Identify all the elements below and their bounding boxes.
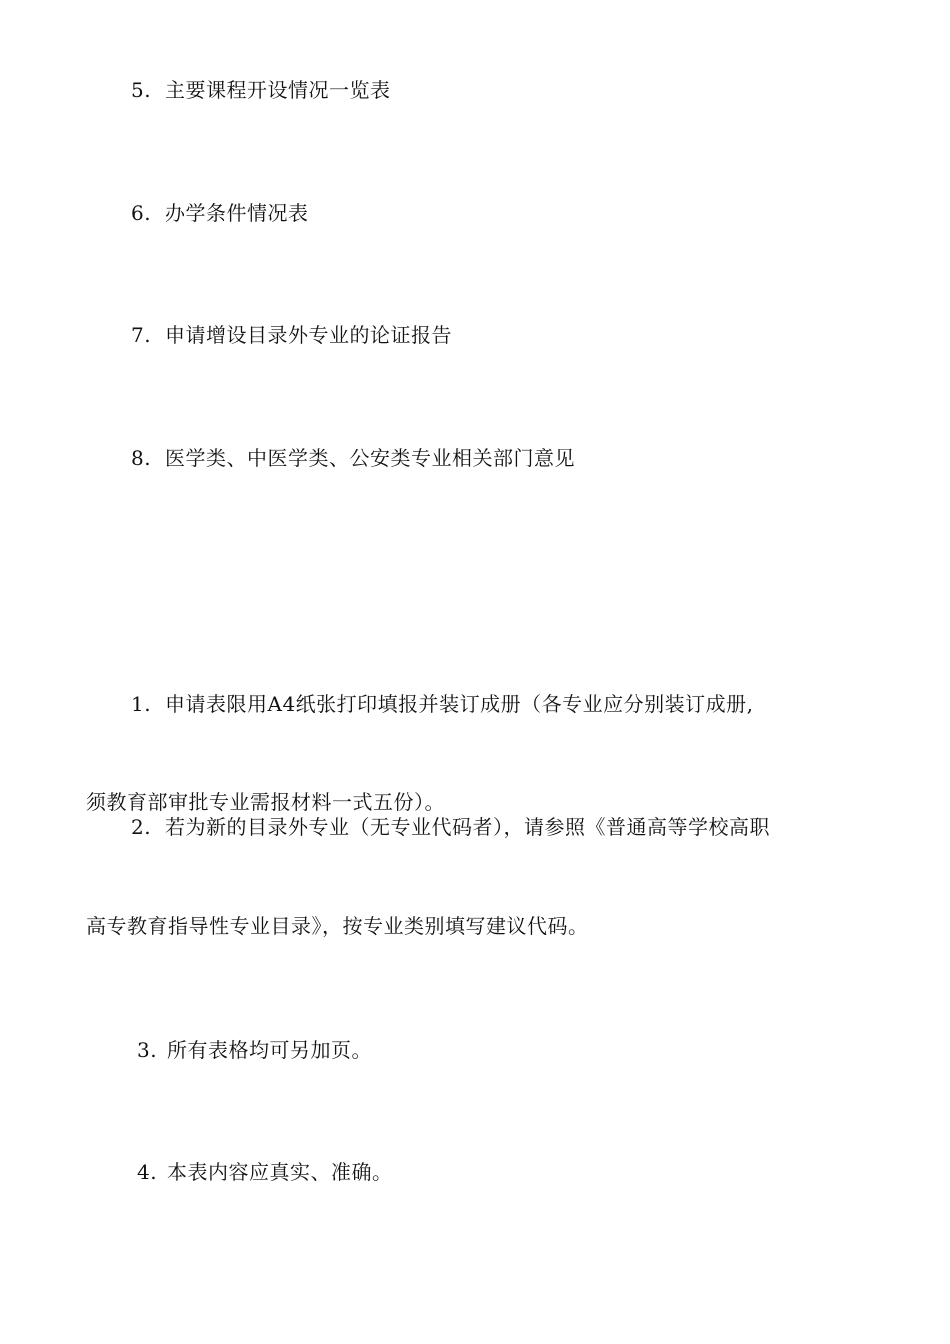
note-item-1-continuation: 须教育部审批专业需报材料一式五份）。: [86, 790, 445, 814]
item-text: 办学条件情况表: [165, 201, 309, 225]
item-text: 若为新的目录外专业（无专业代码者），请参照《普通高等学校高职: [165, 815, 770, 839]
attachment-item-7: [131, 323, 452, 347]
item-number: 3.: [137, 1038, 158, 1062]
item-text: 申请增设目录外专业的论证报告: [165, 323, 452, 347]
attachment-item-6: [131, 201, 309, 225]
note-item-3: [137, 1038, 372, 1062]
item-number: 8.: [131, 446, 152, 470]
item-number: 4.: [137, 1160, 158, 1184]
item-number: 1.: [131, 692, 152, 716]
item-text: 医学类、中医学类、公安类专业相关部门意见: [165, 446, 575, 470]
item-number: 7.: [131, 323, 152, 347]
item-text: 所有表格均可另加页。: [167, 1038, 372, 1062]
item-text: 本表内容应真实、准确。: [167, 1160, 393, 1184]
note-item-2-continuation: 高专教育指导性专业目录》，按专业类别填写建议代码。: [86, 914, 589, 938]
note-item-4: [137, 1160, 393, 1184]
attachment-item-8: [131, 446, 575, 470]
item-text: 主要课程开设情况一览表: [165, 78, 391, 102]
item-text: 申请表限用A4纸张打印填报并装订成册（各专业应分别装订成册,: [165, 692, 754, 716]
note-item-2: [131, 815, 770, 839]
note-item-1: [131, 692, 754, 716]
item-number: 5.: [131, 78, 152, 102]
attachment-item-5: [131, 78, 391, 102]
item-number: 6.: [131, 201, 152, 225]
item-number: 2.: [131, 815, 152, 839]
